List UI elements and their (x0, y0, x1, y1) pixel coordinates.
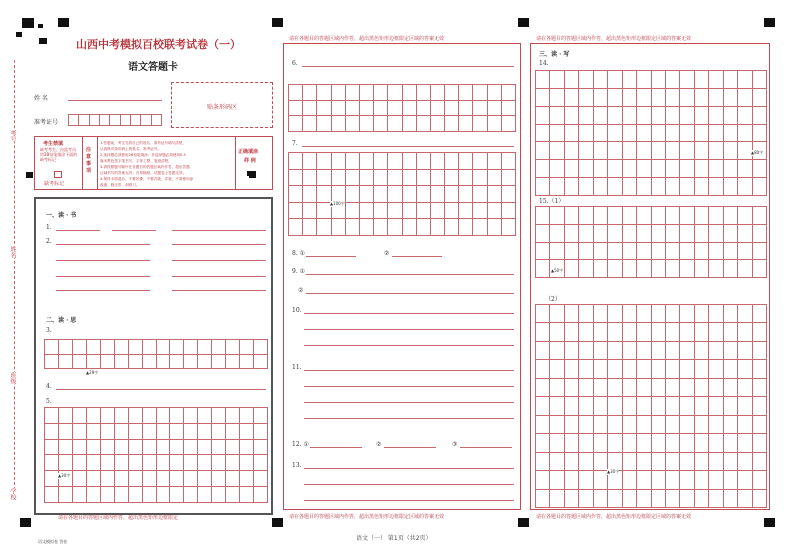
question-2-blank[interactable] (172, 244, 266, 245)
panel-2-bottom-notice: 请在各题目的答题区域内作答，超出黑色矩形边框限定区域的答案无效 (289, 514, 445, 520)
question-4-blank[interactable] (56, 389, 266, 390)
question-13-blank[interactable] (304, 468, 514, 469)
panel-3-top-notice: 请在各题目的答题区域内作答，超出黑色矩形边框限定区域的答案无效 (536, 36, 692, 42)
question-3-label: 3. (46, 327, 52, 334)
question-1-blank[interactable] (172, 230, 266, 231)
attention-line: 3.请按照题号顺序在各题目的答题区域内作答，超出答题 (100, 165, 190, 169)
question-15-part-2-label: （2） (545, 296, 561, 303)
question-2-blank[interactable] (172, 276, 266, 277)
correct-fill-sub: 样 例 (244, 158, 256, 164)
question-15-part-1-writing-grid[interactable] (535, 206, 767, 278)
registration-mark (272, 518, 283, 527)
question-7-blank[interactable] (302, 146, 514, 147)
word-count-marker: ▲29字 (86, 370, 99, 375)
question-12-label: 12. ① (292, 441, 309, 448)
barcode-area-label: 贴条形码区 (206, 104, 237, 111)
registration-mark (16, 32, 22, 37)
attention-divider (97, 137, 98, 189)
question-10-blank[interactable] (304, 345, 514, 346)
word-count-marker: ▲30字 (607, 469, 620, 474)
answer-panel-2 (283, 43, 521, 510)
question-14-label: 14. (539, 60, 549, 67)
registration-mark (58, 18, 69, 27)
exam-title: 山西中考模拟百校联考试卷（一） (76, 38, 241, 51)
question-11-blank[interactable] (304, 386, 514, 387)
question-1-blank[interactable] (56, 230, 100, 231)
attention-line: 2.选择题必须使用2B铅笔填涂；非选择题必须使用0.5 (100, 153, 186, 157)
side-label-name: 姓名 (9, 246, 16, 258)
correct-fill-title: 正确填涂 (238, 149, 259, 155)
registration-mark (518, 18, 529, 27)
correct-fill-sample (247, 171, 256, 176)
registration-mark (22, 18, 34, 28)
registration-mark (518, 518, 529, 527)
question-9-label: 9. ① (292, 268, 306, 275)
barcode-area (171, 82, 273, 128)
question-12-blank-2[interactable] (384, 447, 436, 448)
attention-text (100, 140, 193, 188)
question-9-blank-2[interactable] (306, 293, 514, 294)
footer-left: 语文模拟卷 答卷 (38, 539, 68, 544)
word-count-marker: ▲50字 (551, 268, 564, 273)
question-11-label: 11. (292, 364, 302, 371)
question-1-blank[interactable] (112, 230, 156, 231)
question-6-blank[interactable] (302, 66, 514, 67)
exam-id-label: 准考证号 (34, 119, 59, 126)
panel-1-bottom-notice: 请在各题目的答题区域内作答，超出黑色矩形边框限定 (58, 515, 179, 521)
question-2-blank[interactable] (56, 290, 150, 291)
attention-line: 认真核对条形码上的姓名、准考证号。 (100, 147, 162, 151)
section-2-title: 二、读 · 思 (46, 317, 77, 324)
correct-divider (235, 137, 236, 189)
registration-mark (39, 38, 47, 44)
registration-mark (764, 18, 775, 27)
question-11-blank[interactable] (304, 418, 514, 419)
question-5-writing-grid[interactable] (44, 407, 268, 503)
attention-title: 注意事项 (86, 147, 92, 174)
registration-mark (20, 518, 31, 527)
question-2-blank[interactable] (56, 260, 150, 261)
attention-line: 毫米黑色签字笔书写，字体工整、笔迹清楚。 (100, 159, 172, 163)
candidate-fill-title: 考生禁填 (43, 141, 64, 147)
question-15-part-2-writing-grid[interactable] (535, 304, 767, 508)
question-10-label: 10. (292, 307, 302, 314)
exam-id-boxes[interactable] (68, 114, 162, 126)
question-13-label: 13. (292, 462, 302, 469)
question-14-writing-grid[interactable] (535, 70, 767, 196)
panel-3-bottom-notice: 请在各题目的答题区域内作答，超出黑色矩形边框限定区域的答案无效 (536, 514, 692, 520)
section-3-title: 三、读 · 写 (539, 51, 570, 58)
side-label-school: 学校 (9, 488, 16, 500)
registration-mark (38, 24, 43, 28)
candidate-fill-text: 缺考考生，由监考员用2B铅笔填涂下面的缺考标记 (40, 147, 78, 162)
question-12-blank-3[interactable] (460, 447, 512, 448)
question-8-blank-1[interactable] (306, 256, 356, 257)
question-3-writing-grid[interactable] (44, 339, 268, 369)
notice-box (34, 136, 273, 190)
question-4-label: 4. (46, 383, 52, 390)
question-10-blank[interactable] (304, 313, 514, 314)
registration-mark (764, 518, 775, 527)
question-1-label: 1. (46, 224, 52, 231)
name-field[interactable] (68, 100, 162, 101)
question-15-part-1-label: 15.（1） (539, 198, 565, 205)
word-count-marker: ▲80字 (751, 150, 764, 155)
side-label-exam-no: 考号 (9, 130, 16, 142)
question-8-label: 8. ① (292, 250, 306, 257)
word-count-marker: ▲30字 (58, 473, 71, 478)
word-count-marker: ▲100字 (330, 201, 345, 206)
question-11-blank[interactable] (304, 402, 514, 403)
name-label: 姓 名 (34, 95, 48, 102)
question-2-blank[interactable] (172, 290, 266, 291)
question-5-label: 5. (46, 398, 52, 405)
footer-page-info: 语文（一） 第1页（共2页） (356, 535, 432, 542)
question-2-blank[interactable] (56, 276, 150, 277)
registration-mark (26, 172, 33, 178)
attention-line: 区域书写的答案无效；在草稿纸、试题卷上答题无效。 (100, 171, 187, 175)
card-title: 语文答题卡 (128, 62, 178, 73)
attention-line: 改液、修正带、刮纸刀。 (100, 183, 140, 187)
question-2-blank[interactable] (56, 244, 150, 245)
question-13-blank[interactable] (304, 484, 514, 485)
answer-panel-3 (530, 43, 770, 510)
side-label-class: 班级 (9, 372, 16, 384)
answer-panel-1 (34, 197, 273, 515)
question-6-label: 6. (292, 60, 298, 67)
question-12-blank-1[interactable] (310, 447, 362, 448)
question-12-label-3: ③ (452, 441, 458, 448)
absent-mark-label: 缺考标记 (44, 181, 65, 187)
attention-line: 4.保持卡面清洁，不要折叠，不要弄破、弄皱，不准使用涂 (100, 177, 194, 181)
question-2-label: 2. (46, 238, 52, 245)
question-13-blank[interactable] (304, 500, 514, 501)
question-11-blank[interactable] (304, 370, 514, 371)
panel-2-top-notice: 请在各题目的答题区域内作答，超出黑色矩形边框限定区域的答案无效 (289, 36, 445, 42)
section-1-title: 一、读 · 书 (46, 212, 77, 219)
question-2-blank[interactable] (172, 260, 266, 261)
question-10-blank[interactable] (304, 329, 514, 330)
side-dashed-line (14, 60, 15, 500)
attention-line: 1.答题前，考生先将自己的姓名、准考证号填写清楚， (100, 141, 187, 145)
question-9-blank-1[interactable] (306, 274, 514, 275)
absent-checkbox[interactable] (54, 171, 62, 178)
question-8-label-2: ② (384, 250, 390, 257)
question-12-label-2: ② (376, 441, 382, 448)
question-7-label: 7. (292, 140, 298, 147)
registration-mark (272, 18, 283, 27)
notice-divider (82, 137, 83, 189)
question-6-writing-grid[interactable] (288, 84, 516, 132)
question-9-label-2: ② (298, 287, 304, 294)
question-7-writing-grid[interactable] (288, 152, 516, 236)
question-8-blank-2[interactable] (392, 256, 442, 257)
